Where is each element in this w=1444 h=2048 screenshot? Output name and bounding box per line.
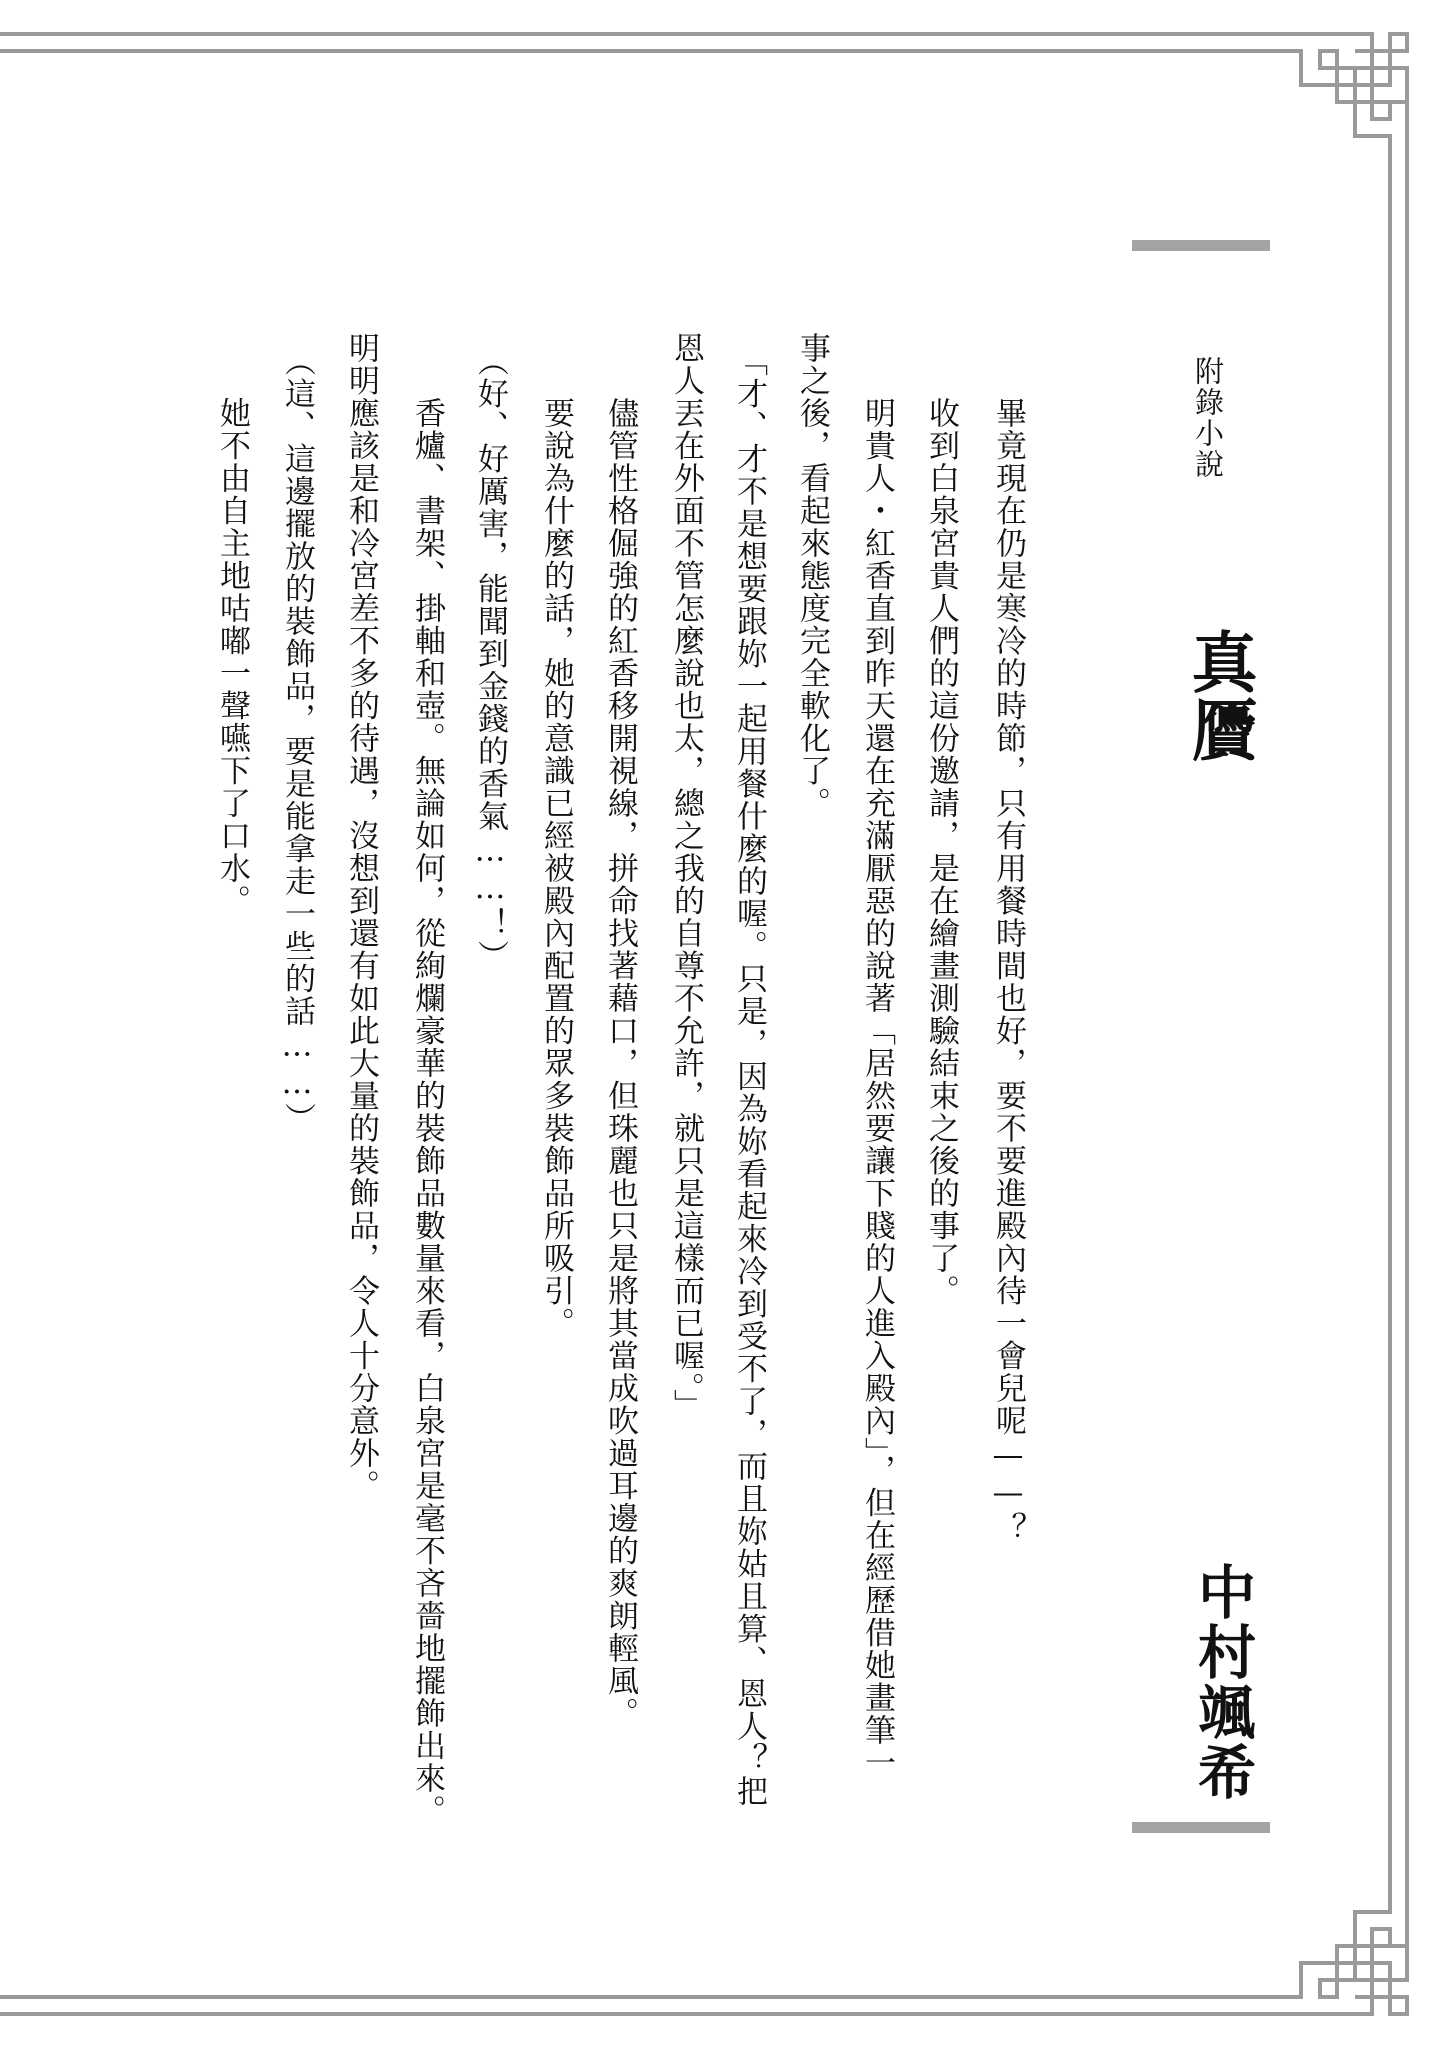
text-column: （好、好厲害，能聞到金錢的香氣……！） (472, 345, 508, 973)
frame-top-inner (0, 49, 1302, 53)
text-column: 明明應該是和冷宮差不多的待遇，沒想到還有如此大量的裝飾品，令人十分意外。 (343, 332, 379, 1502)
frame-right-inner (1388, 134, 1392, 1914)
title-bottom-bar (1132, 1822, 1270, 1833)
text-column: 收到白泉宮貴人們的這份邀請，是在繪畫測驗結束之後的事了。 (923, 397, 959, 1307)
text-column: 恩人丟在外面不管怎麼說也太，總之我的自尊不允許，就只是這樣而已喔。」 (668, 332, 704, 1422)
text-column: 明貴人・紅香直到昨天還在充滿厭惡的說著「居然要讓下賤的人進入殿內」，但在經歷借她畫筆一 (859, 397, 895, 1779)
text-column: 「才、才不是想要跟妳一起用餐什麼的喔。只是，因為妳看起來冷到受不了，而且妳姑且算、恩人？把 (731, 345, 767, 1808)
author-name: 中村颯希 (1188, 1562, 1256, 1802)
text-column: 事之後，看起來態度完全軟化了。 (794, 332, 830, 820)
story-title: 真贗 (1180, 628, 1258, 764)
frame-bottom-outer (0, 2012, 1372, 2016)
text-column: （這、這邊擺放的裝飾品，要是能拿走一些的話……） (279, 345, 315, 1135)
text-column: 畢竟現在仍是寒冷的時節，只有用餐時間也好，要不要進殿內待一會兒呢——？ (990, 397, 1026, 1545)
lattice-corner-bottom-right-icon (1280, 1868, 1444, 2028)
text-column: 她不由自主地咕嘟一聲嚥下了口水。 (214, 397, 250, 917)
lattice-corner-top-right-icon (1280, 20, 1444, 180)
text-column: 香爐、書架、掛軸和壺。無論如何，從絢爛豪華的裝飾品數量來看，白泉宮是毫不吝嗇地擺飾出來。 (409, 397, 445, 1827)
section-kicker: 附錄小說 (1191, 356, 1225, 480)
text-column: 儘管性格倔強的紅香移開視線，拼命找著藉口，但珠麗也只是將其當成吹過耳邊的爽朗輕風。 (602, 397, 638, 1730)
frame-top-outer (0, 32, 1372, 36)
text-column: 要說為什麼的話，她的意識已經被殿內配置的眾多裝飾品所吸引。 (538, 397, 574, 1340)
title-top-bar (1132, 240, 1270, 251)
frame-right-outer (1405, 66, 1409, 1982)
frame-bottom-inner (0, 1995, 1302, 1999)
